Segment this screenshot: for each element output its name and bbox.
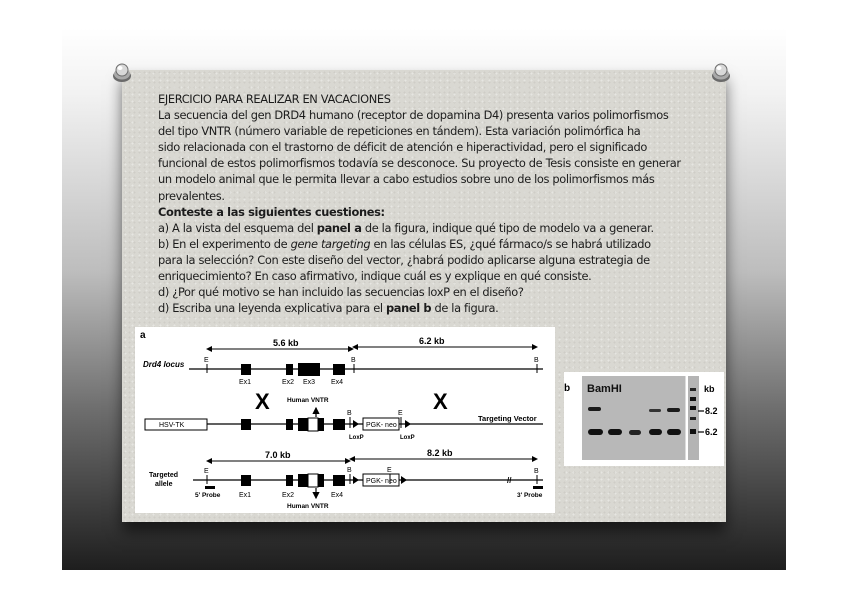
exon-box: [298, 363, 320, 376]
question-a-text: de la figura, indique qué tipo de modelo va a generar.: [361, 220, 654, 235]
loxp-label: LoxP: [349, 435, 364, 441]
site-label: B: [351, 357, 356, 364]
band-8-2kb: [649, 409, 661, 412]
question-d-text: de la figura.: [431, 301, 499, 316]
exon-box: [286, 475, 293, 486]
exon-box: [241, 364, 251, 375]
pgk-neo-label: PGK- neo: [366, 478, 397, 485]
site-label: B: [347, 410, 352, 417]
intro-line: La secuencia del gen DRD4 humano (receptor de dopamina D4) presenta varios polimorfismos: [158, 108, 669, 123]
probe-label: 3' Probe: [517, 492, 543, 499]
band-6-2kb: [608, 429, 622, 435]
question-b-line: enriquecimiento? En caso afirmativo, indique cuál es y explique en qué consiste.: [158, 269, 592, 284]
question-b: [158, 236, 718, 252]
question-a: [158, 220, 718, 236]
panel-b-label: b: [564, 383, 571, 394]
targeted-label: Targeted: [149, 472, 179, 479]
exon-box: [286, 419, 293, 430]
size-label-8-2: 8.2: [705, 406, 718, 416]
loxp-triangle: [401, 476, 407, 484]
site-label: E: [204, 357, 209, 364]
exon-label: Ex2: [282, 492, 295, 499]
exon-box: [298, 418, 308, 431]
exon-label: Ex4: [331, 492, 344, 499]
site-label: B: [347, 467, 352, 474]
targeting-vector-label: Targeting Vector: [478, 414, 537, 423]
exercise-text: [158, 91, 718, 316]
intro-line: funcional de estos polimorfismos todavía se desconoce. Su proyecto de Tesis consiste en generar: [158, 156, 681, 171]
hsv-tk-label: HSV-TK: [159, 422, 185, 429]
intro-line: un modelo animal que le permita llevar a cabo estudios sobre uno de los polimorfismos más: [158, 172, 655, 187]
exon-label: Ex4: [331, 379, 344, 386]
vntr-box: [308, 474, 318, 487]
probe-label: 5' Probe: [195, 492, 221, 499]
kb-label: 8.2 kb: [427, 448, 453, 458]
ladder-band: [690, 406, 696, 410]
loxp-label: LoxP: [400, 435, 415, 441]
question-c: d) ¿Por qué motivo se han incluido las secuencias loxP en el diseño?: [158, 285, 524, 300]
question-b-italic: gene targeting: [290, 236, 371, 251]
probe-bar: [533, 486, 543, 489]
break-mark: //: [507, 476, 512, 485]
pushpin-icon: [110, 60, 134, 84]
exon-box: [333, 419, 345, 430]
probe-bar: [205, 486, 215, 489]
exon-label: Ex2: [282, 379, 295, 386]
southern-blot-figure: [564, 372, 724, 466]
intro-line: prevalentes.: [158, 188, 225, 203]
exercise-title: EJERCICIO PARA REALIZAR EN VACACIONES: [158, 92, 391, 106]
exon-label: Ex1: [239, 379, 252, 386]
ladder-band: [690, 388, 696, 391]
question-d-text: d) Escriba una leyenda explicativa para el: [158, 301, 386, 316]
vntr-label: Human VNTR: [287, 503, 329, 510]
panel-a-label: a: [140, 330, 146, 341]
exon-label: Ex3: [303, 379, 316, 386]
targeting-scheme-figure: [135, 327, 555, 513]
kb-label: 5.6 kb: [273, 338, 299, 348]
ladder-band: [690, 397, 696, 401]
question-b-text: b) En el experimento de: [158, 236, 291, 251]
enzyme-label: BamHI: [587, 383, 622, 395]
question-b-line: para la selección? Con este diseño del vector, ¿habrá podido aplicarse alguna estrategia de: [158, 252, 650, 267]
site-label: E: [204, 468, 209, 475]
intro-line: del tipo VNTR (número variable de repeticiones en tándem). Esta variación polimórfica ha: [158, 124, 641, 139]
site-label: E: [398, 410, 403, 417]
vntr-label: Human VNTR: [287, 397, 329, 404]
crossover-mark: X: [433, 389, 448, 414]
band-8-2kb: [588, 407, 601, 411]
ladder-band: [690, 417, 696, 420]
exon-box: [333, 364, 345, 375]
question-d: [158, 300, 718, 316]
loxp-triangle: [405, 420, 411, 428]
question-a-bold: panel a: [316, 220, 362, 235]
question-d-bold: panel b: [385, 301, 432, 316]
site-label: E: [387, 467, 392, 474]
locus-label: Drd4 locus: [143, 360, 185, 369]
size-label-6-2: 6.2: [705, 427, 718, 437]
exon-box: [333, 475, 345, 486]
ladder-band: [690, 429, 696, 434]
site-label: B: [534, 357, 539, 364]
exon-box: [241, 475, 251, 486]
exon-box: [318, 418, 324, 431]
band-6-2kb: [588, 429, 603, 435]
loxp-triangle: [353, 476, 359, 484]
kb-label: 7.0 kb: [265, 450, 291, 460]
intro-line: sido relacionada con el trastorno de déficit de atención e hiperactividad, pero el significado: [158, 140, 648, 155]
exon-label: Ex1: [239, 492, 252, 499]
exon-box: [298, 474, 308, 487]
band-6-2kb: [629, 430, 641, 435]
question-a-text: a) A la vista del esquema del: [158, 220, 317, 235]
instruction-text: Conteste a las siguientes cuestiones:: [158, 204, 385, 219]
exon-box: [241, 419, 251, 430]
band-6-2kb: [649, 429, 662, 435]
pgk-neo-label: PGK- neo: [366, 422, 397, 429]
crossover-mark: X: [255, 389, 270, 414]
exon-box: [286, 364, 293, 375]
allele-label: allele: [155, 481, 173, 488]
exon-box: [318, 474, 324, 487]
loxp-triangle: [353, 420, 359, 428]
kb-unit-label: kb: [704, 384, 715, 394]
instruction: [158, 204, 718, 220]
question-b-text: en las células ES, ¿qué fármaco/s se habrá utilizado: [370, 236, 651, 251]
site-label: B: [534, 468, 539, 475]
vntr-box: [308, 418, 318, 431]
band-8-2kb: [667, 408, 680, 412]
kb-label: 6.2 kb: [419, 336, 445, 346]
band-6-2kb: [667, 429, 681, 435]
pushpin-icon: [709, 60, 733, 84]
